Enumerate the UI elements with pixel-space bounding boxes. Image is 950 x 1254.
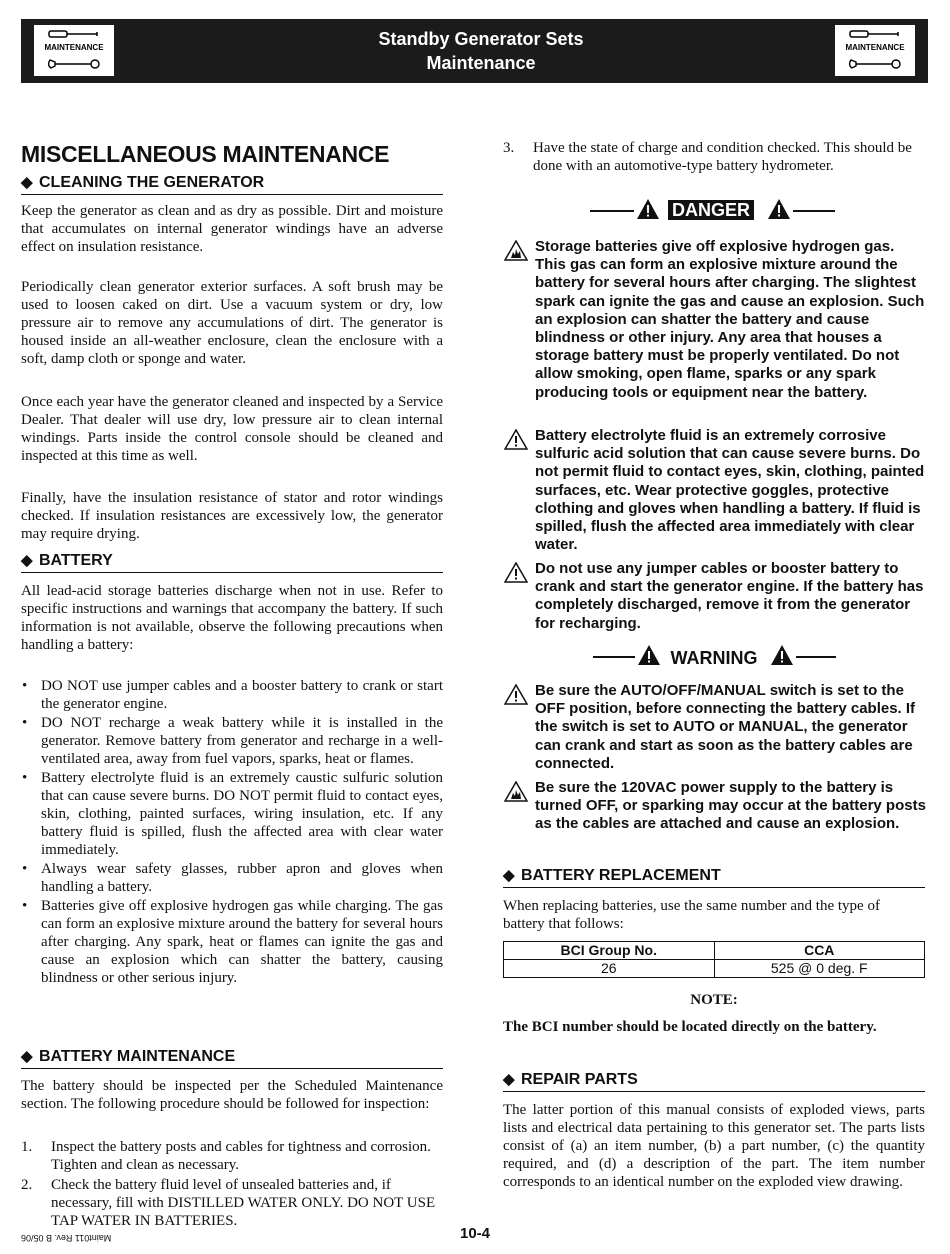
page-header [21, 19, 928, 83]
section-heading-repair-parts [503, 1070, 925, 1092]
maintenance-badge-left [34, 25, 114, 76]
diamond-bullet-icon: ◆ [21, 174, 33, 191]
list-item-text: Have the state of charge and condition checked. This should be done with an automotive-type battery hydrometer. [533, 140, 912, 174]
section-heading-text: REPAIR PARTS [521, 1071, 638, 1088]
note-label: NOTE: [690, 992, 738, 1008]
list-item-text: Inspect the battery posts and cables for tightness and corrosion. Tighten and clean as necessary. [51, 1139, 431, 1173]
battery-spec-table [503, 941, 925, 978]
section-heading-text: BATTERY MAINTENANCE [39, 1048, 236, 1065]
diamond-bullet-icon: ◆ [21, 1048, 33, 1065]
table-cell: 525 @ 0 deg. F [714, 960, 925, 978]
list-item-text: Batteries give off explosive hydrogen gas while charging. The gas can form an explosive mixture around the battery for several hours after charging. Any spark, heat or flames can ignite the gas and cause an explosion which can shatter the battery, causing blindness or other serious injury. [41, 898, 443, 986]
warning-triangle-icon [504, 562, 528, 583]
list-item [21, 860, 443, 896]
table-row [504, 960, 925, 978]
danger-item-text: Do not use any jumper cables or booster battery to crank and start the generator engine. If the battery has completely discharged, remove it from the generator for recharging. [535, 560, 924, 632]
danger-triangle-icon [636, 198, 660, 220]
warning-triangle-icon [770, 644, 794, 666]
list-item-text: Battery electrolyte fluid is an extremely caustic sulfuric solution that can cause severe burns. DO NOT permit fluid to contact eyes, skin, clothing, painted surfaces, wiring insulation, etc. If any battery fluid is spilled, flush the affected area with clear water immediately. [41, 770, 443, 858]
badge-label: MAINTENANCE [44, 43, 104, 52]
header-title: Standby Generator Sets [378, 29, 584, 49]
table-header-cell: BCI Group No. [504, 942, 715, 960]
bullet-dot-icon: • [22, 770, 28, 786]
table-header-row [504, 942, 925, 960]
page-title: MISCELLANEOUS MAINTENANCE [21, 141, 390, 167]
warning-label: WARNING [670, 648, 758, 668]
signal-rule [796, 656, 836, 658]
warning-item-text: Be sure the 120VAC power supply to the battery is turned OFF, or sparking may occur at the battery posts as the cables are attached and cause an explosion. [535, 779, 926, 833]
cleaning-paragraph: Keep the generator as clean and as dry as possible. Dirt and moisture that accumulates on internal generator windings have an adverse effect on insulation resistance. [21, 203, 443, 255]
bullet-dot-icon: • [22, 678, 28, 694]
section-heading-cleaning [21, 173, 443, 195]
badge-label: MAINTENANCE [845, 43, 905, 52]
danger-item-text: Battery electrolyte fluid is an extremely corrosive sulfuric acid solution that can cause severe burns. Do not permit fluid to contact eyes, skin, clothing, painted surfaces, etc. Wear protective goggles, protective clothing and gloves when handling a battery. If fluid is spilled, flush the affected area immediately with clear water. [535, 427, 925, 554]
bullet-dot-icon: • [22, 715, 28, 731]
diamond-bullet-icon: ◆ [21, 552, 33, 569]
battery-replacement-intro: When replacing batteries, use the same number and the type of battery that follows: [503, 898, 880, 932]
signal-rule [793, 210, 835, 212]
warning-item-text: Be sure the AUTO/OFF/MANUAL switch is set to the OFF position, before connecting the battery cables. If the switch is set to AUTO or MANUAL, the generator can crank and start as soon as the battery cables are connected. [535, 682, 916, 772]
signal-rule [590, 210, 634, 212]
section-heading-text: CLEANING THE GENERATOR [39, 174, 265, 191]
battery-precautions-list [21, 677, 443, 988]
warning-triangle-icon [504, 684, 528, 705]
inspection-steps-list-continued [503, 139, 925, 177]
cleaning-paragraph: Periodically clean generator exterior surfaces. A soft brush may be used to loosen caked on dirt. Use a vacuum system or dry, low pressure air to remove any accumulations of dirt. The generator is housed inside an all-weather enclosure, clean the enclosure with a soft, damp cloth or sponge and water. [21, 279, 443, 367]
list-item [21, 1176, 443, 1230]
section-heading-battery-replacement [503, 866, 925, 888]
table-cell: 26 [504, 960, 715, 978]
page-number: 10-4 [459, 1225, 491, 1242]
list-item [21, 714, 443, 768]
warning-triangle-icon [504, 429, 528, 450]
list-item-text: DO NOT recharge a weak battery while it is installed in the generator. Remove battery from generator and recharge in a well-ventilated area, away from fuel vapors, sparks, heat or flames. [41, 715, 443, 767]
battery-intro: All lead-acid storage batteries discharge when not in use. Refer to specific instructions and warnings that accompany the battery. If such information is not available, observe the following precautions when handling a battery: [21, 583, 443, 653]
section-heading-battery-maintenance [21, 1047, 443, 1069]
repair-parts-text: The latter portion of this manual consists of exploded views, parts lists and electrical data pertaining to this generator set. The parts lists consist of (a) an item number, (b) a part number, (c) the quantity required, and (d) a description of the part. The item number corresponds to an identical number on the exploded view drawing. [503, 1102, 925, 1190]
note-text: The BCI number should be located directly on the battery. [503, 1019, 877, 1035]
bullet-dot-icon: • [22, 861, 28, 877]
list-item [21, 769, 443, 859]
explosion-hazard-icon [504, 240, 528, 261]
list-item [21, 677, 443, 713]
document-revision-code: Maint011 Rev. B 05/06 [21, 1233, 112, 1243]
diamond-bullet-icon: ◆ [503, 867, 515, 884]
cleaning-paragraph: Once each year have the generator cleaned and inspected by a Service Dealer. That dealer will use dry, low pressure air to clean internal windings. Parts inside the control console should be cleaned and inspected at this time as well. [21, 394, 443, 464]
wrench-icon [848, 58, 902, 70]
warning-triangle-icon [637, 644, 661, 666]
list-item [21, 897, 443, 987]
section-heading-text: BATTERY REPLACEMENT [521, 867, 721, 884]
inspection-steps-list [21, 1138, 443, 1232]
list-item [21, 1138, 443, 1174]
screwdriver-icon [848, 28, 902, 40]
cleaning-paragraph: Finally, have the insulation resistance of stator and rotor windings checked. If insulation resistances are excessively low, the generator may require drying. [21, 490, 443, 542]
step-number: 1. [21, 1139, 33, 1155]
list-item-text: Always wear safety glasses, rubber apron and gloves when handling a battery. [41, 861, 443, 895]
signal-rule [593, 656, 635, 658]
danger-word: DANGER [668, 200, 754, 220]
danger-label [665, 199, 757, 221]
diamond-bullet-icon: ◆ [503, 1071, 515, 1088]
list-item [503, 139, 925, 175]
battery-maintenance-intro: The battery should be inspected per the Scheduled Maintenance section. The following procedure should be followed for inspection: [21, 1078, 443, 1112]
maintenance-badge-right [835, 25, 915, 76]
explosion-hazard-icon [504, 781, 528, 802]
danger-item-text: Storage batteries give off explosive hydrogen gas. This gas can form an explosive mixture around the battery for several hours after charging. The slightest spark can ignite the gas and cause an explosion. Such an explosion can shatter the battery and cause blindness or other injury. Any area that houses a storage battery must be properly ventilated. Do not allow smoking, open flame, sparks or any spark producing tools or equipment near the battery. [535, 238, 925, 401]
section-heading-battery [21, 551, 443, 573]
list-item-text: Check the battery fluid level of unsealed batteries and, if necessary, fill with DISTILLED WATER ONLY. DO NOT USE TAP WATER IN BATTERIES. [51, 1177, 436, 1229]
bullet-dot-icon: • [22, 898, 28, 914]
wrench-icon [47, 58, 101, 70]
step-number: 2. [21, 1177, 33, 1193]
table-header-cell: CCA [714, 942, 925, 960]
header-subtitle: Maintenance [426, 53, 536, 73]
danger-triangle-icon [767, 198, 791, 220]
list-item-text: DO NOT use jumper cables and a booster battery to crank or start the generator engine. [41, 678, 443, 712]
screwdriver-icon [47, 28, 101, 40]
section-heading-text: BATTERY [39, 552, 113, 569]
step-number: 3. [503, 140, 515, 156]
